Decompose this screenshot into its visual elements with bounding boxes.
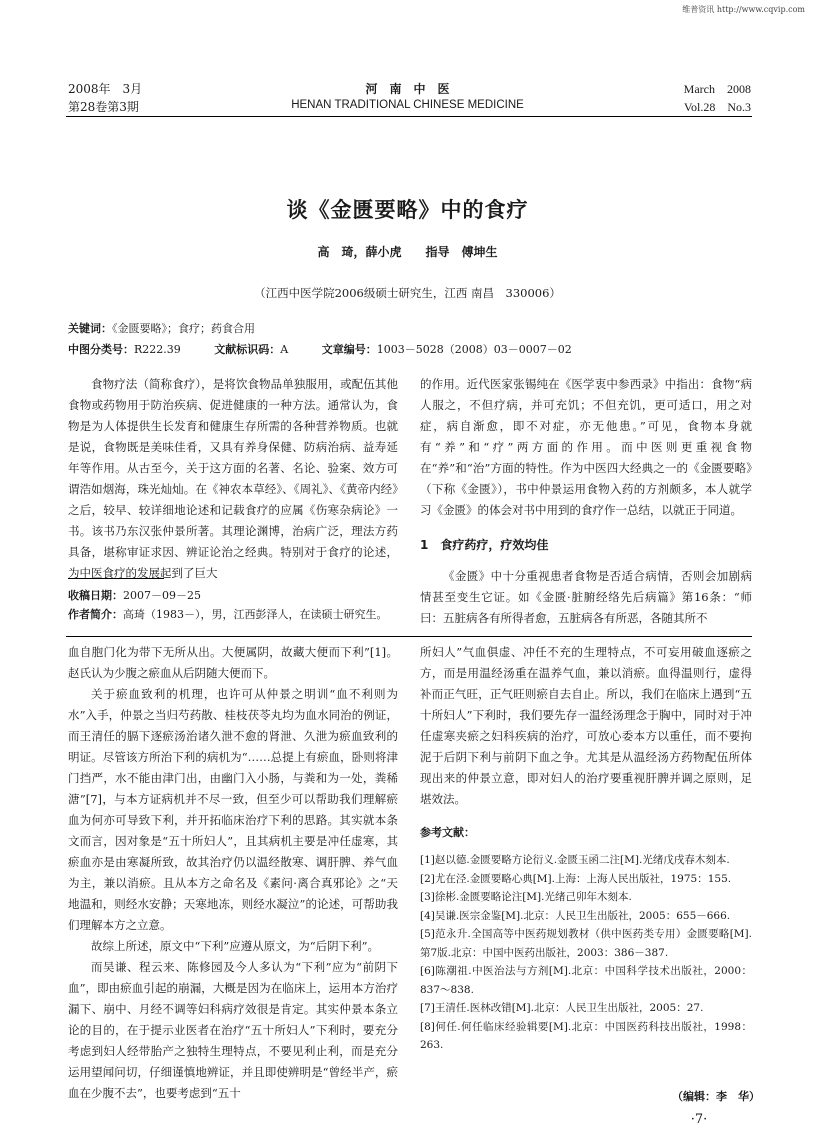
section-divider: [66, 636, 752, 637]
keywords-label: 关键词：: [68, 322, 112, 335]
reference-list: [420, 851, 752, 1055]
classification-line: [68, 341, 572, 357]
author-bio-label: 作者简介：: [68, 608, 123, 621]
body-right-bottom: [420, 642, 752, 1055]
body-left-top: [68, 374, 398, 584]
paragraph-continuation: 血自胞门化为带下无所从出。大便属阴，故藏大便而下利”[1]。赵氏认为少腹之瘀血从后阴随大便而下。: [68, 645, 398, 680]
paragraph-summary: 故综上所述，原文中“下利”应遵从原文，为“后阴下利”。: [91, 939, 380, 953]
reference-item: [4]吴谦.医宗金鉴[M].北京：人民卫生出版社，2005：655－666.: [420, 909, 731, 922]
footnote-rule: [68, 578, 164, 579]
author-bio: 高琦（1983－），男，江西彭泽人，在读硕士研究生。: [123, 608, 388, 621]
doc-code: A: [280, 343, 289, 356]
reference-item: [3]徐彬.金匮要略论注[M].光绪己卯年木刻本.: [420, 891, 632, 903]
intro-paragraph: 食物疗法（简称食疗），是将饮食物品单独服用，或配伍其他食物或药物用于防治疾病、促进健康的一种方法。通常认为，食物是为人体提供生长发育和健康生存所需的各种营养物质。也就是说，食物既是美味佳肴，又具有养身保健、防病治病、益寿延年等作用。从古至今，关于这方面的名著、名论、验案、效方可谓浩如烟海，珠光灿灿。在《神农本草经》、《周礼》、《黄帝内经》之后，较早、较详细地论述和记载食疗的应属《伤寒杂病论》一书。该书乃东汉张仲景所著。其理论渊博，治病广泛，理法方药具备，堪称审证求因、辨证论治之经典。特别对于食疗的论述，为中医食疗的发展起到了巨大: [68, 377, 398, 580]
article-authors: 高 琦，薛小虎 指导 傅坤生: [317, 245, 498, 259]
reference-item: [1]赵以德.金匮要略方论衍义.金匮玉函二注[M].光绪戊戌春木刻本.: [420, 854, 730, 866]
paragraph-mechanism: 关于瘀血致利的机理，也许可从仲景之明训“血不利则为水”入手，仲景之当归芍药散、桂枝茯苓丸均为血水同治的例证，而王清任的膈下逐瘀汤治诸久泄不愈的肾泄、久泄为瘀血致利的明证。尽管该方所治下利的病机为“……总提上有瘀血，卧则将津门挡严，水不能由津门出，由幽门入小肠，与粪和为一处，粪稀溏”[7]，与本方证病机并不尽一致，但至少可以帮助我们理解瘀血为何亦可导致下利，并开拓临床治疗下利的思路。其实就本条文而言，因对象是“五十所妇人”，且其病机主要是冲任虚寒，其瘀血亦是由寒凝所致，故其治疗仍以温经散寒、调肝脾、养气血为主，兼以消瘀。且从本方之命名及《素问·离合真邪论》之“天地温和，则经水安静；天寒地冻，则经水凝泣”的论述，可帮助我们理解本方之立意。: [68, 687, 398, 932]
editor-credit: （编辑：李 华）: [672, 1090, 760, 1103]
journal-name-en: HENAN TRADITIONAL CHINESE MEDICINE: [291, 99, 524, 111]
watermark: 维普资讯 http://www.cqvip.com: [682, 5, 805, 14]
paragraph-conclusion: 所妇人”气血俱虚、冲任不充的生理特点，不可妄用破血逐瘀之方，而是用温经汤重在温养气血，兼以消瘀。血得温则行，虚得补而正气旺，正气旺则瘀自去自止。所以，我们在临床上遇到“五十所妇人”下利时，我们要先存一温经汤理念于胸中，同时对于冲任虚寒夹瘀之妇科疾病的治疗，可放心委本方以重任，而不要拘泥于后阴下利与前阴下血之争。尤其是从温经汤方药物配伍所体现出来的仲景立意，即对妇人的治疗要重视肝脾并调之原则，足堪效法。: [420, 645, 752, 806]
body-left-bottom: [68, 642, 398, 1104]
clc-label: 中图分类号：: [68, 343, 134, 356]
footnote: [68, 586, 398, 624]
keywords: 《金匮要略》；食疗；药食合用: [112, 322, 255, 335]
reference-item: [8]何任.何任临床经验辑要[M].北京：中国医药科技出版社，1998：263.: [420, 1020, 752, 1051]
article-affiliation: （江西中医学院2006级硕士研究生，江西 南昌 330006）: [254, 286, 561, 300]
received-label: 收稿日期：: [68, 589, 123, 602]
article-no-label: 文章编号：: [321, 343, 377, 356]
references-heading: 参考文献：: [420, 826, 475, 839]
reference-item: [2]尤在泾.金匮要略心典[M].上海：上海人民出版社，1975：155.: [420, 872, 732, 885]
clc-code: R222.39: [134, 343, 181, 356]
body-right-top: [420, 374, 752, 629]
reference-item: [6]陈潮祖.中医治法与方剂[M].北京：中国科学技术出版社，2000：837～838.: [420, 965, 752, 996]
header-volume-cn: 第28卷第3期: [68, 100, 139, 114]
page-number: ·7·: [690, 1112, 708, 1127]
journal-name-cn: 河 南 中 医: [365, 82, 450, 96]
article-title: 谈《金匮要略》中的食疗: [286, 198, 529, 222]
reference-item: [5]范永升.全国高等中医药规划教材（供中医药类专用）金匮要略[M].第7版.北京：中国中医药出版社，2003：386－387.: [420, 928, 752, 959]
header-date-cn: 2008年 3月: [68, 82, 143, 96]
header-date-en: March 2008: [683, 82, 751, 96]
paragraph-discussion: 而吴谦、程云来、陈修园及今人多认为“下利”应为“前阴下血”，即由瘀血引起的崩漏，大概是因为在临床上，运用本方治疗漏下、崩中、月经不调等妇科病疗效很是肯定。其实仲景本条立论的目的，在于提示业医者在治疗“五十所妇人”下利时，要充分考虑到妇人经带胎产之独特生理特点，不要见利止利，而是充分运用望闻问切，仔细谨慎地辨证，并且即使辨明是“曾经半产，瘀血在少腹不去”，也要考虑到“五十: [68, 960, 398, 1100]
section1-paragraph: 《金匮》中十分重视患者食物是否适合病情，否则会加剧病情甚至变生它证。如《金匮·脏腑经络先后病篇》第16条：“师曰：五脏病各有所得者愈，五脏病各有所恶，各随其所不: [420, 569, 752, 625]
reference-item: [7]王清任.医林改错[M].北京：人民卫生出版社，2005：27.: [420, 1002, 704, 1014]
article-no: 1003－5028（2008）03－0007－02: [376, 343, 572, 356]
header-rule: [66, 116, 752, 117]
doc-code-label: 文献标识码：: [214, 343, 281, 356]
section-heading-1: 1 食疗药疗，疗效均佳: [420, 538, 549, 552]
intro-continuation: 的作用。近代医家张锡纯在《医学衷中参西录》中指出：食物“病人服之，不但疗病，并可充饥；不但充饥，更可适口，用之对症，病自渐愈，即不对症，亦无他患。”可见，食物本身就有“养”和“疗”两方面的作用。而中医则更重视食物在“养”和“治”方面的特性。作为中医四大经典之一的《金匮要略》（下称《金匮》），书中仲景运用食物入药的方剂颇多，本人就学习《金匮》的体会对书中用到的食疗作一总结，以就正于同道。: [420, 377, 752, 517]
received-date: 2007－09－25: [123, 589, 201, 602]
header-volume-en: Vol.28 No.3: [683, 100, 751, 114]
keywords-line: [68, 320, 255, 336]
